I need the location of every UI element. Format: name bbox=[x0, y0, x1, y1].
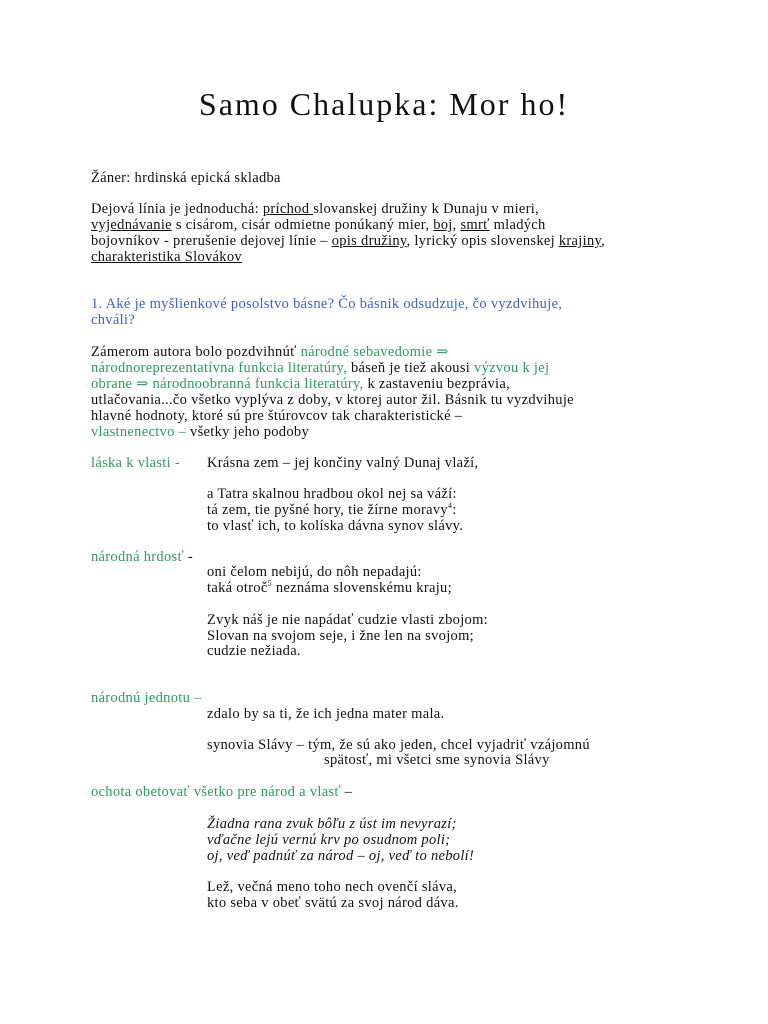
plot-line-2 bbox=[91, 217, 546, 233]
plot-text: slovanskej družiny k Dunaju v mieri, bbox=[313, 201, 540, 217]
unity-text: synovia Slávy – bbox=[207, 737, 309, 753]
intro-highlight: národnoreprezentatívna funkcia literatúry, bbox=[91, 360, 351, 376]
verse-line: oni čelom nebijú, do nôh nepadajú: bbox=[207, 564, 422, 580]
footnote-marker: 5 bbox=[267, 579, 272, 589]
intro-highlight: výzvou k jej bbox=[474, 360, 550, 376]
unity-text: tým, že sú ako jeden, chcel vyjadriť vzájomnú bbox=[308, 737, 590, 753]
intro-line-2 bbox=[91, 360, 549, 376]
plot-keyword: boj bbox=[433, 217, 453, 233]
plot-line-4 bbox=[91, 249, 242, 265]
verse-line: vďačne lejú vernú krv po osudnom poli; bbox=[207, 832, 451, 848]
verse-line bbox=[207, 502, 457, 518]
unity-label: národnú jednotu – bbox=[91, 690, 202, 706]
page-title: Samo Chalupka: Mor ho! bbox=[198, 86, 570, 122]
plot-keyword: smrť bbox=[460, 217, 490, 233]
plot-text: Dejová línia je jednoduchá: bbox=[91, 201, 263, 217]
plot-text: bojovníkov - prerušenie dejovej línie – bbox=[91, 233, 332, 249]
verse-line: kto seba v obeť svätú za svoj národ dáva. bbox=[207, 895, 459, 911]
plot-text: , lyrický opis slovenskej bbox=[406, 233, 559, 249]
plot-text: , bbox=[601, 233, 606, 249]
plot-text: , bbox=[452, 217, 461, 233]
intro-text: k zastaveniu bezprávia, bbox=[367, 376, 511, 392]
plot-keyword: charakteristika Slovákov bbox=[91, 249, 242, 265]
intro-text: Zámerom autora bolo pozdvihnúť bbox=[91, 344, 301, 360]
intro-line-6 bbox=[91, 424, 309, 440]
love-label: láska k vlasti - bbox=[91, 455, 180, 471]
plot-keyword: krajiny bbox=[558, 233, 602, 249]
sacrifice-label-line bbox=[91, 784, 352, 800]
plot-keyword: opis družiny bbox=[331, 233, 407, 249]
verse-line: Slovan na svojom seje, i žne len na svojom; bbox=[207, 628, 475, 644]
footnote-marker: 4 bbox=[447, 501, 453, 511]
plot-line-3 bbox=[91, 233, 605, 249]
verse-line: cudzie nežiada. bbox=[207, 643, 301, 659]
plot-line-1 bbox=[91, 201, 539, 217]
sacrifice-label: ochota obetovať všetko pre národ a vlasť bbox=[91, 784, 341, 800]
intro-line-1 bbox=[91, 344, 449, 360]
verse-text: neznáma slovenskému kraju; bbox=[271, 580, 452, 596]
pride-label: národná hrdosť bbox=[91, 549, 184, 565]
plot-keyword: príchod bbox=[262, 201, 314, 217]
verse-line: Žiadna rana zvuk bôľu z úst im nevyrazí; bbox=[207, 816, 457, 832]
sacrifice-dash: – bbox=[340, 784, 353, 800]
plot-text: mladých bbox=[489, 217, 546, 233]
question-line-1: 1. Aké je myšlienkové posolstvo básne? Čo básnik odsudzuje, čo vyzdvihuje, bbox=[91, 296, 563, 312]
verse-line: oj, veď padnúť za národ – oj, veď to nebolí! bbox=[207, 848, 475, 864]
verse-line: to vlasť ich, to kolíska dávna synov slávy. bbox=[207, 518, 464, 534]
verse-line: Krásna zem – jej končiny valný Dunaj vlaží, bbox=[207, 455, 479, 471]
intro-text: všetky jeho podoby bbox=[190, 424, 310, 440]
verse-line: a Tatra skalnou hradbou okol nej sa váží: bbox=[207, 486, 457, 502]
question-line-2: chváli? bbox=[91, 312, 135, 328]
unity-explanation-line: spätosť, mi všetci sme synovia Slávy bbox=[324, 752, 550, 768]
verse-line: Lež, večná meno toho nech ovenčí sláva, bbox=[207, 879, 458, 895]
verse-text: tá zem, tie pyšné hory, tie žírne moravy bbox=[207, 502, 448, 518]
pride-label-line bbox=[91, 549, 193, 565]
unity-explanation-line bbox=[207, 737, 590, 753]
verse-text: : bbox=[452, 502, 457, 518]
verse-line: Zvyk náš je nie napádať cudzie vlasti zbojom: bbox=[207, 612, 489, 628]
intro-highlight: obrane ⇒ národnoobranná funkcia literatúry, bbox=[91, 376, 368, 392]
plot-text: s cisárom, cisár odmietne ponúkaný mier, bbox=[171, 217, 434, 233]
pride-dash: - bbox=[183, 549, 194, 565]
plot-keyword: vyjednávanie bbox=[91, 217, 172, 233]
genre-line: Žáner: hrdinská epická skladba bbox=[91, 170, 281, 186]
intro-line-5: hlavné hodnoty, ktoré sú pre štúrovcov tak charakteristické – bbox=[91, 408, 463, 424]
intro-line-3 bbox=[91, 376, 510, 392]
intro-text: báseň je tiež akousi bbox=[350, 360, 475, 376]
intro-highlight: vlastnenectvo – bbox=[91, 424, 191, 440]
verse-line: zdalo by sa ti, že ich jedna mater mala. bbox=[207, 706, 445, 722]
intro-highlight: národné sebavedomie ⇒ bbox=[300, 344, 449, 360]
verse-text: taká otroč bbox=[207, 580, 268, 596]
intro-line-4: utlačovania...čo všetko vyplýva z doby, v ktorej autor žil. Básnik tu vyzdvihuje bbox=[91, 392, 574, 408]
verse-line bbox=[207, 580, 452, 596]
